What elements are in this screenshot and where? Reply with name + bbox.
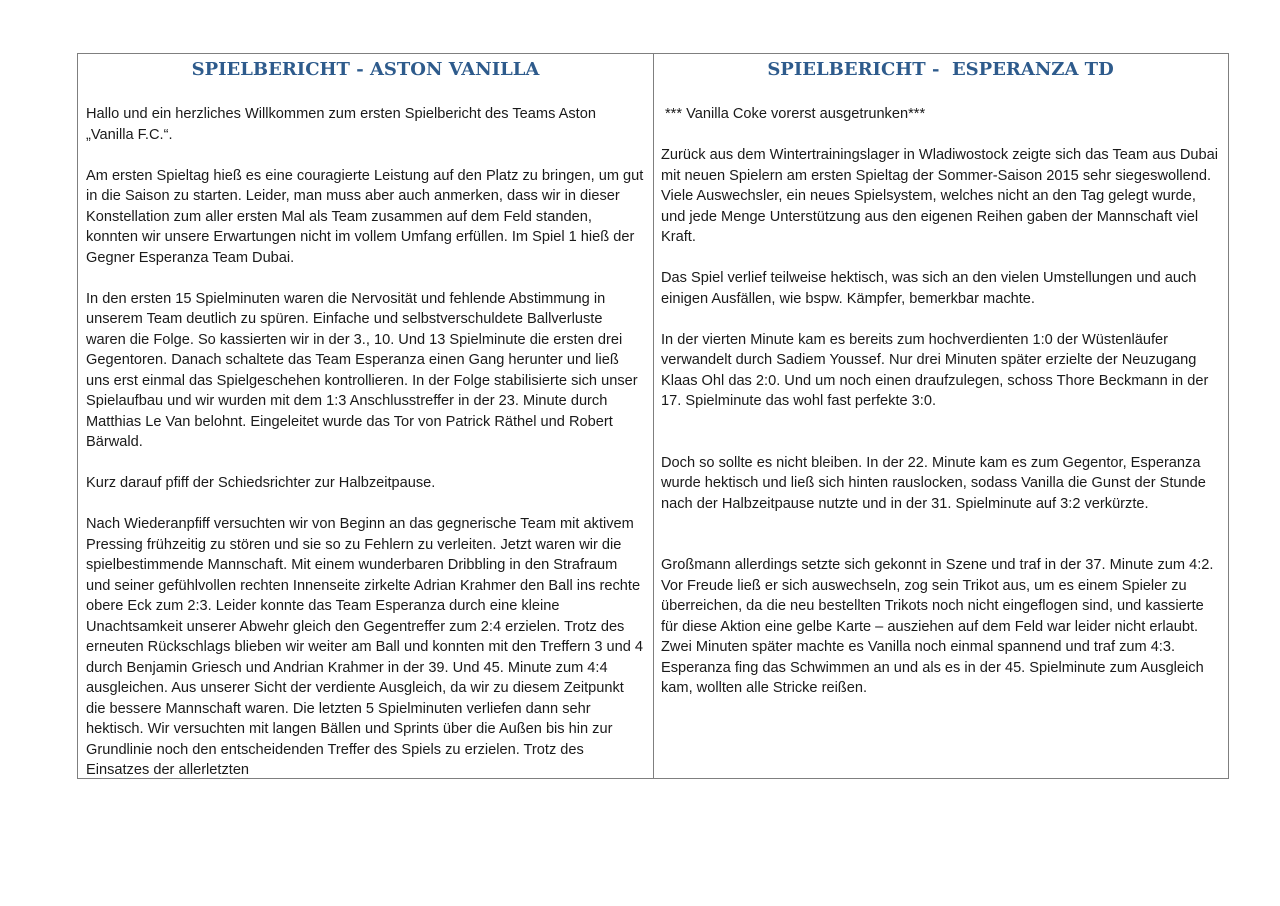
blank-line [661, 535, 1220, 556]
report-title-aston-vanilla: SPIELBERICHT - ASTON VANILLA [191, 59, 540, 80]
report-column-aston-vanilla [78, 54, 654, 778]
paragraph: Großmann allerdings setzte sich gekonnt in Szene und traf in der 37. Minute zum 4:2. Vor Freude ließ er sich auswechseln, zog sein Trikot aus, um es einem Spieler zu überreichen, da die neu bestellten Trikots noch nicht eingeflogen sind, und kassierte für diese Aktion eine gelbe Karte – ausziehen auf dem Feld war leider nicht erlaubt. Zwei Minuten später machte es Vanilla noch einmal spannend und traf zum 4:3. Esperanza fing das Schwimmen an und als es in der 45. Spielminute zum Ausgleich kam, wollten alle Stricke reißen. [661, 557, 1214, 696]
blank-line [661, 432, 1220, 453]
paragraph: Zurück aus dem Wintertrainingslager in Wladiwostock zeigte sich das Team aus Dubai mit neuen Spielern am ersten Spieltag der Sommer-Saison 2015 sehr siegeswollend. Viele Auswechsler, ein neues Spielsystem, welches nicht an den Tag gelegt wurde, und jede Menge Unterstützung aus den eigenen Reihen gaben der Mannschaft viel Kraft. [661, 147, 1218, 245]
paragraph: Kurz darauf pfiff der Schiedsrichter zur Halbzeitpause. [86, 475, 436, 491]
paragraph: Hallo und ein herzliches Willkommen zum ersten Spielbericht des Teams Aston „Vanilla F.C.“. [86, 106, 596, 143]
paragraph: Das Spiel verlief teilweise hektisch, was sich an den vielen Umstellungen und auch einigen Ausfällen, wie bspw. Kämpfer, bemerkbar machte. [661, 270, 1197, 307]
report-title-esperanza: SPIELBERICHT - ESPERANZA TD [767, 59, 1114, 80]
report-body-esperanza [661, 104, 1220, 699]
paragraph: Doch so sollte es nicht bleiben. In der 22. Minute kam es zum Gegentor, Esperanza wurde hektisch und ließ sich hinten rauslocken, sodass Vanilla die Gunst der Stunde nach der Halbzeitpause nutzte und in der 31. Spielminute auf 3:2 verkürzte. [661, 454, 1206, 512]
paragraph: In den ersten 15 Spielminuten waren die Nervosität und fehlende Abstimmung in unserem Team deutlich zu spüren. Einfache und selbstverschuldete Ballverluste waren die Folge. So kassierten wir in der 3., 10. Und 13 Spielminute die ersten drei Gegentoren. Danach schaltete das Team Esperanza einen Gang herunter und ließ uns erst einmal das Spielgeschehen kontrollieren. In der Folge stabilisierte sich unser Spielaufbau und wir wurden mit dem 1:3 Anschlusstreffer in der 23. Minute durch Matthias Le Van belohnt. Eingeleitet wurde das Tor von Patrick Räthel und Robert Bärwald. [86, 290, 638, 450]
report-tagline: *** Vanilla Coke vorerst ausgetrunken*** [665, 106, 926, 122]
report-body-aston-vanilla [86, 104, 645, 778]
report-column-esperanza [654, 54, 1228, 778]
report-table [77, 53, 1229, 779]
paragraph: Am ersten Spieltag hieß es eine couragierte Leistung auf den Platz zu bringen, um gut in die Saison zu starten. Leider, man muss aber auch anmerken, dass wir in dieser Konstellation zum aller ersten Mal als Team zusammen auf dem Feld standen, konnten wir unsere Erwartungen nicht im vollem Umfang erfüllen. Im Spiel 1 hieß der Gegner Esperanza Team Dubai. [86, 167, 644, 266]
paragraph: In der vierten Minute kam es bereits zum hochverdienten 1:0 der Wüstenläufer verwandelt durch Sadiem Youssef. Nur drei Minuten später erzielte der Neuzugang Klaas Ohl das 2:0. Und um noch einen draufzulegen, schoss Thore Beckmann in der 17. Spielminute das wohl fast perfekte 3:0. [661, 331, 1209, 409]
paragraph: Nach Wiederanpfiff versuchten wir von Beginn an das gegnerische Team mit aktivem Pressing frühzeitig zu stören und sie so zu Fehlern zu verleiten. Jetzt waren wir die spielbestimmende Mannschaft. Mit einem wunderbaren Dribbling in den Strafraum und seiner gefühlvollen rechten Innenseite zirkelte Adrian Krahmer den Ball ins rechte obere Eck zum 2:3. Leider konnte das Team Esperanza durch eine kleine Unachtsamkeit unserer Abwehr gleich den Gegentreffer zum 2:4 erzielen. Trotz des erneuten Rückschlags blieben wir weiter am Ball und konnten mit den Treffern 3 und 4 durch Benjamin Griesch und Andrian Krahmer in der 39. Und 45. Minute zum 4:4 ausgleichen. Aus unserer Sicht der verdiente Ausgleich, da wir zu diesem Zeitpunkt die bessere Mannschaft waren. Die letzten 5 Spielminuten verliefen dann sehr hektisch. Wir versuchten mit langen Bällen und Sprints über die Außen bis hin zur Grundlinie noch den entscheidenden Treffer des Spiels zu erzielen. Trotz des Einsatzes der allerletzten [86, 516, 644, 778]
